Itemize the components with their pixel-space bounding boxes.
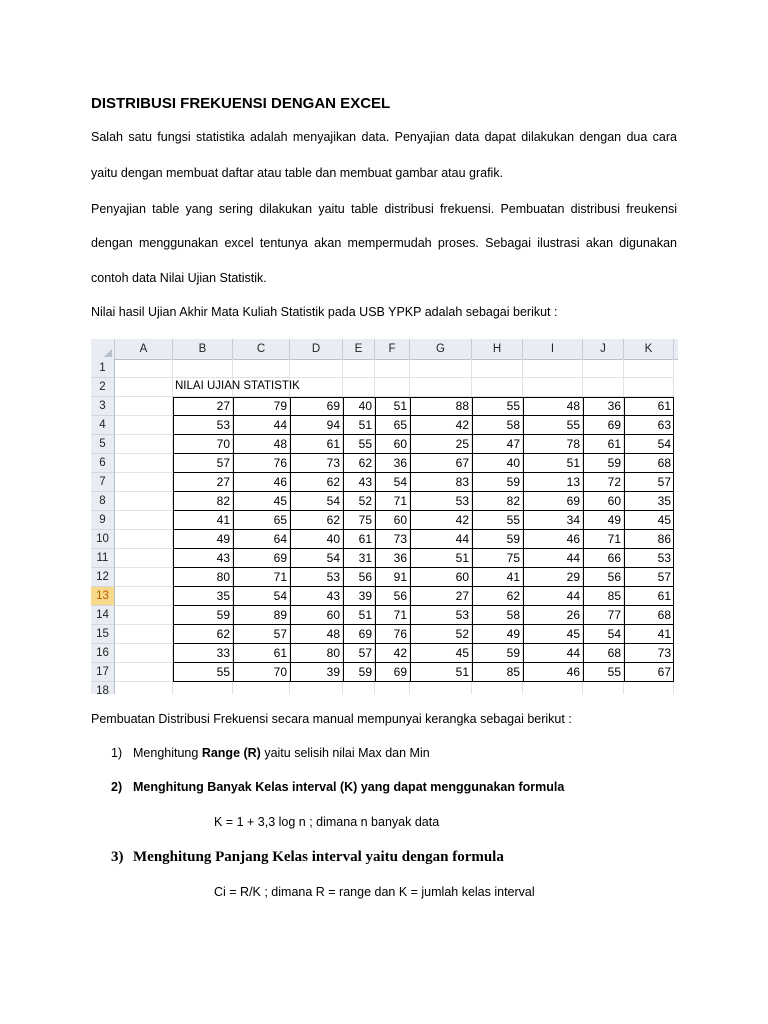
table-border-col bbox=[472, 397, 473, 682]
data-cell[interactable]: 71 bbox=[393, 494, 407, 508]
table-border-col bbox=[233, 397, 234, 682]
data-cell[interactable]: 63 bbox=[657, 418, 671, 432]
table-border-row bbox=[173, 605, 674, 606]
data-cell[interactable]: 36 bbox=[607, 399, 621, 413]
table-border-row bbox=[173, 397, 674, 398]
data-cell[interactable]: 57 bbox=[657, 570, 671, 584]
data-cell[interactable]: 42 bbox=[393, 646, 407, 660]
page-title: DISTRIBUSI FREKUENSI DENGAN EXCEL bbox=[91, 95, 391, 112]
data-cell[interactable]: 82 bbox=[216, 494, 230, 508]
column-header-b[interactable]: B bbox=[173, 339, 233, 359]
data-cell[interactable]: 69 bbox=[607, 418, 621, 432]
table-border-col bbox=[410, 397, 411, 682]
row-header-5[interactable]: 5 bbox=[91, 435, 115, 454]
data-cell[interactable]: 62 bbox=[358, 456, 372, 470]
data-cell[interactable]: 56 bbox=[607, 570, 621, 584]
data-cell[interactable]: 49 bbox=[506, 627, 520, 641]
data-cell[interactable]: 69 bbox=[358, 627, 372, 641]
data-cell[interactable]: 59 bbox=[607, 456, 621, 470]
data-cell[interactable]: 51 bbox=[393, 399, 407, 413]
data-cell[interactable]: 59 bbox=[216, 608, 230, 622]
table-border-row bbox=[173, 510, 674, 511]
data-cell[interactable]: 55 bbox=[566, 418, 580, 432]
data-cell[interactable]: 40 bbox=[326, 532, 340, 546]
data-cell[interactable]: 70 bbox=[216, 437, 230, 451]
data-cell[interactable]: 61 bbox=[657, 589, 671, 603]
data-cell[interactable]: 41 bbox=[216, 513, 230, 527]
data-cell[interactable]: 59 bbox=[506, 475, 520, 489]
data-cell[interactable]: 54 bbox=[273, 589, 287, 603]
data-cell[interactable]: 46 bbox=[566, 665, 580, 679]
data-cell[interactable]: 73 bbox=[657, 646, 671, 660]
row-header-1[interactable]: 1 bbox=[91, 359, 115, 378]
step-3 bbox=[111, 849, 504, 866]
table-border-row bbox=[173, 548, 674, 549]
data-cell[interactable]: 44 bbox=[566, 646, 580, 660]
data-cell[interactable]: 57 bbox=[273, 627, 287, 641]
data-cell[interactable]: 47 bbox=[506, 437, 520, 451]
data-cell[interactable]: 80 bbox=[216, 570, 230, 584]
data-cell[interactable]: 43 bbox=[326, 589, 340, 603]
data-cell[interactable]: 39 bbox=[326, 665, 340, 679]
data-cell[interactable]: 69 bbox=[566, 494, 580, 508]
data-cell[interactable]: 25 bbox=[455, 437, 469, 451]
data-cell[interactable]: 65 bbox=[273, 513, 287, 527]
data-cell[interactable]: 44 bbox=[566, 551, 580, 565]
paragraph-line-1: Salah satu fungsi statistika adalah menyajikan data. Penyajian data dapat dilakukan dengan dua cara bbox=[91, 130, 677, 144]
spreadsheet-screenshot bbox=[91, 339, 678, 694]
data-cell[interactable]: 44 bbox=[455, 532, 469, 546]
data-cell[interactable]: 51 bbox=[358, 418, 372, 432]
data-cell[interactable]: 72 bbox=[607, 475, 621, 489]
data-cell[interactable]: 51 bbox=[455, 665, 469, 679]
data-cell[interactable]: 55 bbox=[358, 437, 372, 451]
data-cell[interactable]: 61 bbox=[657, 399, 671, 413]
data-cell[interactable]: 55 bbox=[607, 665, 621, 679]
data-cell[interactable]: 52 bbox=[455, 627, 469, 641]
step-3-number: 3) bbox=[111, 849, 124, 865]
data-cell[interactable]: 60 bbox=[607, 494, 621, 508]
column-header-g[interactable]: G bbox=[410, 339, 472, 359]
data-cell[interactable]: 61 bbox=[607, 437, 621, 451]
data-cell[interactable]: 58 bbox=[506, 608, 520, 622]
row-header-9[interactable]: 9 bbox=[91, 511, 115, 530]
table-border-col bbox=[673, 397, 674, 682]
table-border-col bbox=[343, 397, 344, 682]
row-header-15[interactable]: 15 bbox=[91, 625, 115, 644]
row-header-7[interactable]: 7 bbox=[91, 473, 115, 492]
column-header-h[interactable]: H bbox=[472, 339, 523, 359]
intro-label: Nilai hasil Ujian Akhir Mata Kuliah Statistik pada USB YPKP adalah sebagai berikut : bbox=[91, 305, 558, 319]
paragraph-line-2: yaitu dengan membuat daftar atau table dan membuat gambar atau grafik. bbox=[91, 166, 504, 180]
data-cell[interactable]: 39 bbox=[358, 589, 372, 603]
data-cell[interactable]: 88 bbox=[455, 399, 469, 413]
data-cell[interactable]: 73 bbox=[393, 532, 407, 546]
data-cell[interactable]: 41 bbox=[506, 570, 520, 584]
data-cell[interactable]: 60 bbox=[326, 608, 340, 622]
data-cell[interactable]: 66 bbox=[607, 551, 621, 565]
data-cell[interactable]: 27 bbox=[216, 399, 230, 413]
data-cell[interactable]: 48 bbox=[566, 399, 580, 413]
step-1-post: yaitu selisih nilai Max dan Min bbox=[260, 746, 430, 760]
column-header-i[interactable]: I bbox=[523, 339, 583, 359]
paragraph-line-4: dengan menggunakan excel tentunya akan mempermudah proses. Sebagai ilustrasi akan digunakan bbox=[91, 236, 677, 250]
table-border-row bbox=[173, 529, 674, 530]
data-cell[interactable]: 54 bbox=[326, 551, 340, 565]
table-border-row bbox=[173, 434, 674, 435]
table-border-row bbox=[173, 415, 674, 416]
data-cell[interactable]: 57 bbox=[358, 646, 372, 660]
data-cell[interactable]: 33 bbox=[216, 646, 230, 660]
data-cell[interactable]: 61 bbox=[273, 646, 287, 660]
data-cell[interactable]: 53 bbox=[455, 608, 469, 622]
data-cell[interactable]: 35 bbox=[657, 494, 671, 508]
table-border-row bbox=[173, 491, 674, 492]
row-header-8[interactable]: 8 bbox=[91, 492, 115, 511]
formula-ci: Ci = R/K ; dimana R = range dan K = jumlah kelas interval bbox=[214, 885, 535, 899]
data-cell[interactable]: 51 bbox=[566, 456, 580, 470]
data-cell[interactable]: 76 bbox=[273, 456, 287, 470]
data-cell[interactable]: 45 bbox=[657, 513, 671, 527]
data-cell[interactable]: 60 bbox=[393, 437, 407, 451]
data-cell[interactable]: 59 bbox=[506, 646, 520, 660]
data-cell[interactable]: 45 bbox=[273, 494, 287, 508]
column-header-j[interactable]: J bbox=[583, 339, 624, 359]
step-2-text: Menghitung Banyak Kelas interval (K) yang dapat menggunakan formula bbox=[133, 780, 565, 794]
row-header-13[interactable]: 13 bbox=[91, 587, 115, 606]
data-cell[interactable]: 41 bbox=[657, 627, 671, 641]
data-cell[interactable]: 71 bbox=[607, 532, 621, 546]
data-cell[interactable]: 40 bbox=[506, 456, 520, 470]
row-header-3[interactable]: 3 bbox=[91, 397, 115, 416]
sheet-table-title: NILAI UJIAN STATISTIK bbox=[175, 380, 300, 392]
row-header-11[interactable]: 11 bbox=[91, 549, 115, 568]
data-cell[interactable]: 69 bbox=[393, 665, 407, 679]
data-cell[interactable]: 46 bbox=[566, 532, 580, 546]
data-cell[interactable]: 62 bbox=[326, 475, 340, 489]
data-cell[interactable]: 29 bbox=[566, 570, 580, 584]
data-cell[interactable]: 70 bbox=[273, 665, 287, 679]
data-cell[interactable]: 55 bbox=[216, 665, 230, 679]
column-header-e[interactable]: E bbox=[343, 339, 375, 359]
data-cell[interactable]: 54 bbox=[393, 475, 407, 489]
data-cell[interactable]: 67 bbox=[455, 456, 469, 470]
data-cell[interactable]: 53 bbox=[216, 418, 230, 432]
data-cell[interactable]: 68 bbox=[657, 608, 671, 622]
data-cell[interactable]: 86 bbox=[657, 532, 671, 546]
paragraph-line-5: contoh data Nilai Ujian Statistik. bbox=[91, 271, 267, 285]
corner-triangle-icon bbox=[104, 349, 112, 357]
data-cell[interactable]: 51 bbox=[455, 551, 469, 565]
data-cell[interactable]: 54 bbox=[326, 494, 340, 508]
data-cell[interactable]: 62 bbox=[326, 513, 340, 527]
data-cell[interactable]: 54 bbox=[607, 627, 621, 641]
data-cell[interactable]: 48 bbox=[273, 437, 287, 451]
data-cell[interactable]: 65 bbox=[393, 418, 407, 432]
data-cell[interactable]: 85 bbox=[607, 589, 621, 603]
data-cell[interactable]: 42 bbox=[455, 513, 469, 527]
table-border-col bbox=[173, 397, 174, 682]
data-cell[interactable]: 59 bbox=[358, 665, 372, 679]
data-cell[interactable]: 69 bbox=[326, 399, 340, 413]
step-1-bold: Range (R) bbox=[201, 746, 261, 760]
table-border-row bbox=[173, 643, 674, 644]
column-header-a[interactable]: A bbox=[115, 339, 173, 359]
step-2 bbox=[111, 780, 564, 794]
data-cell[interactable]: 51 bbox=[358, 608, 372, 622]
data-cell[interactable]: 60 bbox=[393, 513, 407, 527]
data-cell[interactable]: 40 bbox=[358, 399, 372, 413]
data-cell[interactable]: 83 bbox=[455, 475, 469, 489]
data-cell[interactable]: 44 bbox=[273, 418, 287, 432]
row-header-14[interactable]: 14 bbox=[91, 606, 115, 625]
data-cell[interactable]: 79 bbox=[273, 399, 287, 413]
step-2-number: 2) bbox=[111, 780, 123, 794]
data-cell[interactable]: 57 bbox=[216, 456, 230, 470]
data-cell[interactable]: 52 bbox=[358, 494, 372, 508]
data-cell[interactable]: 42 bbox=[455, 418, 469, 432]
data-cell[interactable]: 68 bbox=[607, 646, 621, 660]
data-cell[interactable]: 60 bbox=[455, 570, 469, 584]
table-border-row bbox=[173, 472, 674, 473]
paragraph-line-3: Penyajian table yang sering dilakukan yaitu table distribusi frekuensi. Pembuatan distribusi freukensi bbox=[91, 202, 677, 216]
data-cell[interactable]: 55 bbox=[506, 399, 520, 413]
column-header-k[interactable]: K bbox=[624, 339, 674, 359]
row-header-10[interactable]: 10 bbox=[91, 530, 115, 549]
data-cell[interactable]: 89 bbox=[273, 608, 287, 622]
data-cell[interactable]: 69 bbox=[273, 551, 287, 565]
data-cell[interactable]: 59 bbox=[506, 532, 520, 546]
table-border-col bbox=[290, 397, 291, 682]
row-header-18[interactable]: 18 bbox=[91, 682, 115, 694]
table-border-row bbox=[173, 453, 674, 454]
row-header-17[interactable]: 17 bbox=[91, 663, 115, 682]
select-all-corner bbox=[91, 339, 115, 359]
table-border-row bbox=[173, 681, 674, 682]
data-cell[interactable]: 85 bbox=[506, 665, 520, 679]
data-cell[interactable]: 13 bbox=[566, 475, 580, 489]
gridline-row bbox=[115, 377, 674, 378]
data-cell[interactable]: 44 bbox=[566, 589, 580, 603]
data-cell[interactable]: 34 bbox=[566, 513, 580, 527]
framework-label: Pembuatan Distribusi Frekuensi secara manual mempunyai kerangka sebagai berikut : bbox=[91, 712, 572, 726]
data-cell[interactable]: 56 bbox=[393, 589, 407, 603]
column-header-bar bbox=[91, 339, 678, 360]
data-cell[interactable]: 46 bbox=[273, 475, 287, 489]
data-cell[interactable]: 67 bbox=[657, 665, 671, 679]
data-cell[interactable]: 53 bbox=[657, 551, 671, 565]
data-cell[interactable]: 54 bbox=[657, 437, 671, 451]
data-cell[interactable]: 53 bbox=[455, 494, 469, 508]
table-border-row bbox=[173, 624, 674, 625]
table-border-col bbox=[523, 397, 524, 682]
data-cell[interactable]: 45 bbox=[455, 646, 469, 660]
column-header-d[interactable]: D bbox=[290, 339, 343, 359]
data-cell[interactable]: 61 bbox=[358, 532, 372, 546]
step-3-text: Menghitung Panjang Kelas interval yaitu dengan formula bbox=[133, 849, 504, 865]
row-header-2[interactable]: 2 bbox=[91, 378, 115, 397]
row-header-12[interactable]: 12 bbox=[91, 568, 115, 587]
data-cell[interactable]: 75 bbox=[358, 513, 372, 527]
data-cell[interactable]: 27 bbox=[455, 589, 469, 603]
data-cell[interactable]: 75 bbox=[506, 551, 520, 565]
data-cell[interactable]: 55 bbox=[506, 513, 520, 527]
data-cell[interactable]: 49 bbox=[607, 513, 621, 527]
data-cell[interactable]: 31 bbox=[358, 551, 372, 565]
data-cell[interactable]: 62 bbox=[506, 589, 520, 603]
table-border-col bbox=[624, 397, 625, 682]
data-cell[interactable]: 35 bbox=[216, 589, 230, 603]
row-header-4[interactable]: 4 bbox=[91, 416, 115, 435]
data-cell[interactable]: 56 bbox=[358, 570, 372, 584]
data-cell[interactable]: 61 bbox=[326, 437, 340, 451]
data-cell[interactable]: 57 bbox=[657, 475, 671, 489]
data-cell[interactable]: 48 bbox=[326, 627, 340, 641]
data-cell[interactable]: 53 bbox=[326, 570, 340, 584]
table-border-row bbox=[173, 586, 674, 587]
data-cell[interactable]: 49 bbox=[216, 532, 230, 546]
formula-k: K = 1 + 3,3 log n ; dimana n banyak data bbox=[214, 815, 440, 829]
data-cell[interactable]: 64 bbox=[273, 532, 287, 546]
data-cell[interactable]: 36 bbox=[393, 456, 407, 470]
data-cell[interactable]: 71 bbox=[393, 608, 407, 622]
step-1 bbox=[111, 746, 430, 760]
table-border-col bbox=[583, 397, 584, 682]
data-cell[interactable]: 68 bbox=[657, 456, 671, 470]
row-header-16[interactable]: 16 bbox=[91, 644, 115, 663]
data-cell[interactable]: 36 bbox=[393, 551, 407, 565]
row-header-6[interactable]: 6 bbox=[91, 454, 115, 473]
data-cell[interactable]: 43 bbox=[358, 475, 372, 489]
column-header-f[interactable]: F bbox=[375, 339, 410, 359]
step-1-number: 1) bbox=[111, 746, 123, 760]
data-cell[interactable]: 77 bbox=[607, 608, 621, 622]
step-1-pre: Menghitung bbox=[133, 746, 202, 760]
data-cell[interactable]: 58 bbox=[506, 418, 520, 432]
data-cell[interactable]: 43 bbox=[216, 551, 230, 565]
table-border-col bbox=[375, 397, 376, 682]
data-cell[interactable]: 27 bbox=[216, 475, 230, 489]
data-cell[interactable]: 80 bbox=[326, 646, 340, 660]
data-cell[interactable]: 91 bbox=[393, 570, 407, 584]
data-cell[interactable]: 73 bbox=[326, 456, 340, 470]
data-cell[interactable]: 62 bbox=[216, 627, 230, 641]
table-border-row bbox=[173, 567, 674, 568]
data-cell[interactable]: 45 bbox=[566, 627, 580, 641]
data-cell[interactable]: 71 bbox=[273, 570, 287, 584]
data-cell[interactable]: 76 bbox=[393, 627, 407, 641]
column-header-c[interactable]: C bbox=[233, 339, 290, 359]
data-cell[interactable]: 94 bbox=[326, 418, 340, 432]
data-cell[interactable]: 78 bbox=[566, 437, 580, 451]
data-cell[interactable]: 82 bbox=[506, 494, 520, 508]
table-border-row bbox=[173, 662, 674, 663]
data-cell[interactable]: 26 bbox=[566, 608, 580, 622]
